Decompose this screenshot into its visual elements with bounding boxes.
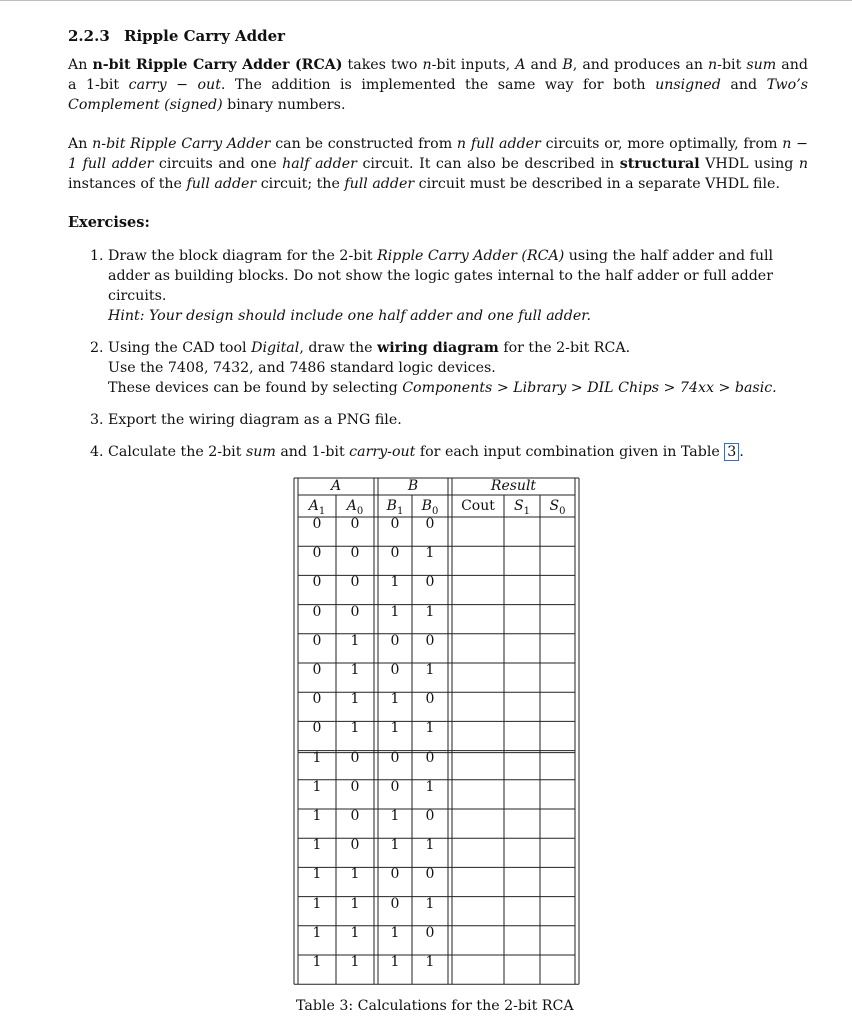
table-cell: 1 (390, 837, 400, 854)
table-cell: 0 (350, 837, 360, 854)
table-cell: 0 (390, 516, 400, 532)
exercise-item-2: 2. Using the CAD tool Digital, draw the wiring diagram for the 2-bit RCA. Use the 7408, 7432, and 7486 standard logic devices. These devices can be found by selecting Components > Library > DIL Chips > 74xx > basic. (108, 338, 808, 398)
section-number: 2.2.3 (68, 27, 110, 45)
column-header-cout: Cout (461, 498, 495, 514)
table-cell: 0 (312, 545, 322, 562)
table-cell: 1 (350, 954, 360, 970)
table-reference-link[interactable]: 3 (724, 443, 739, 461)
table-cell: 1 (390, 603, 400, 620)
section-heading (68, 26, 808, 46)
table-cell: 0 (350, 574, 360, 591)
table-cell: 0 (425, 516, 435, 532)
construction-paragraph: An n-bit Ripple Carry Adder can be constructed from n full adder circuits or, more optimally, from n − 1 full adder circuits and one half adder circuit. It can also be described in structural VHDL using n instances of the full adder circuit; the full adder circuit must be described in a separate VHDL file. (68, 136, 808, 192)
table-cell: 0 (425, 691, 435, 708)
table-cell: 1 (350, 895, 360, 912)
table-cell: 0 (390, 866, 400, 883)
table-cell: 1 (350, 632, 360, 649)
column-header-b1: $B_1$ (386, 498, 404, 517)
exercise-item-3: 3. Export the wiring diagram as a PNG file. (108, 410, 808, 430)
table-cell: 0 (350, 516, 360, 532)
table-cell: 0 (390, 662, 400, 678)
table-cell: 0 (312, 632, 322, 649)
table-cell: 0 (390, 895, 400, 912)
table-cell: 1 (312, 778, 322, 795)
table-cell: 0 (312, 516, 322, 532)
table-cell: 0 (350, 749, 360, 766)
table-cell: 0 (390, 778, 400, 795)
table-cell: 0 (425, 749, 435, 766)
table-cell: 0 (390, 545, 400, 562)
table-cell: 0 (350, 603, 360, 620)
table-cell: 0 (312, 720, 322, 737)
column-header-s1: $S_1$ (514, 498, 530, 517)
table-cell: 1 (425, 662, 435, 678)
table-cell: 1 (390, 720, 400, 737)
table-cell: 1 (350, 662, 360, 678)
table-cell: 0 (425, 808, 435, 824)
table-caption: Table 3: Calculations for the 2-bit RCA (296, 998, 574, 1014)
table-cell: 1 (425, 603, 435, 620)
table-cell: 0 (350, 808, 360, 824)
table-cell: 1 (390, 574, 400, 591)
table-cell: 1 (350, 866, 360, 883)
table-cell: 1 (350, 720, 360, 737)
section-title: Ripple Carry Adder (124, 27, 286, 45)
table-cell: 1 (350, 691, 360, 708)
table-cell: 0 (312, 662, 322, 678)
intro-paragraph: An n-bit Ripple Carry Adder (RCA) takes two n-bit inputs, A and B, and produces an n-bit sum and a 1-bit carry − out. The addition is implemented the same way for both unsigned and Two’s Complement (signed) binary numbers. (68, 57, 808, 113)
exercise-hint: Hint: Your design should include one half adder and one full adder. (108, 308, 591, 324)
exercise-item-4: 4. Calculate the 2-bit sum and 1-bit carry-out for each input combination given in Table 3 . (108, 442, 808, 462)
table-cell: 1 (312, 837, 322, 854)
table-cell: 1 (425, 954, 435, 970)
group-header-result: Result (490, 478, 537, 494)
table-cell: 0 (312, 603, 322, 620)
table-cell: 1 (390, 954, 400, 970)
table-cell: 1 (390, 924, 400, 941)
table-cell: 1 (350, 924, 360, 941)
table-cell: 1 (312, 749, 322, 766)
table-cell: 0 (425, 866, 435, 883)
page-top-rule (0, 0, 852, 1)
exercise-list (68, 246, 808, 462)
document-page (68, 26, 808, 474)
table-cell: 0 (425, 632, 435, 649)
table-cell: 1 (425, 837, 435, 854)
column-header-a1: $A_1$ (308, 498, 326, 517)
table-cell: 1 (425, 778, 435, 795)
column-header-a0: $A_0$ (346, 498, 364, 517)
group-header-b: B (407, 478, 419, 494)
exercises-heading: Exercises: (68, 214, 150, 231)
table-cell: 0 (425, 574, 435, 591)
table-cell: 1 (390, 691, 400, 708)
table-cell: 0 (390, 632, 400, 649)
table-cell: 1 (425, 545, 435, 562)
table-cell: 0 (312, 574, 322, 591)
table-cell: 1 (312, 866, 322, 883)
table-cell: 1 (312, 895, 322, 912)
table-cell: 0 (312, 691, 322, 708)
table-cell: 0 (350, 778, 360, 795)
table-cell: 1 (390, 808, 400, 824)
exercise-item-1: 1. Draw the block diagram for the 2-bit Ripple Carry Adder (RCA) using the half adder and full adder as building blocks. Do not show the logic gates internal to the half adder or full adder circuits. Hint: Your design should include one half adder and one full adder. (108, 246, 808, 326)
table-cell: 1 (312, 954, 322, 970)
table-cell: 0 (425, 924, 435, 941)
column-header-b0: $B_0$ (421, 498, 439, 517)
table-cell: 1 (425, 895, 435, 912)
table-cell: 0 (350, 545, 360, 562)
calculation-table (293, 476, 580, 986)
table-cell: 0 (390, 749, 400, 766)
group-header-a: A (330, 478, 342, 494)
table-cell: 1 (312, 924, 322, 941)
table-cell: 1 (425, 720, 435, 737)
column-header-s0: $S_0$ (549, 498, 566, 517)
table-cell: 1 (312, 808, 322, 824)
